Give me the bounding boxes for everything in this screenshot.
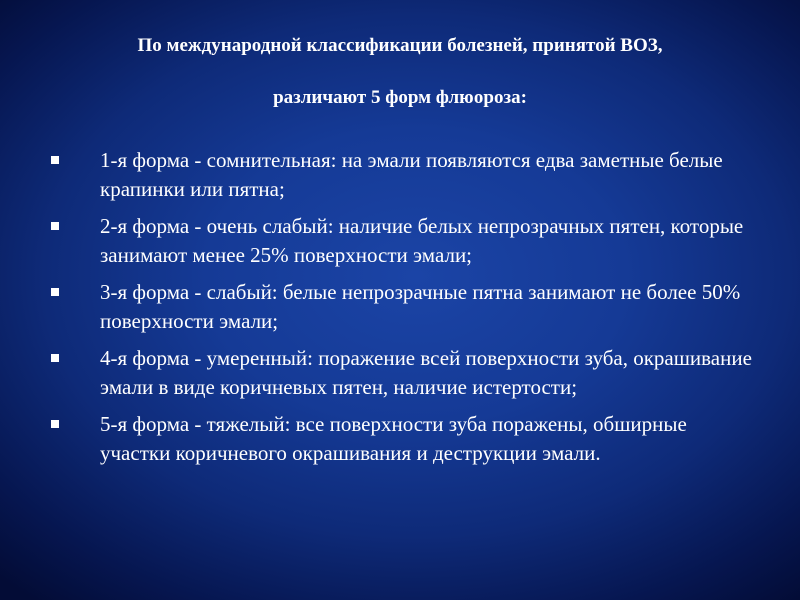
slide-title-line-2: различают 5 форм флюороза: [273,87,527,108]
list-item-text: 1-я форма - сомнительная: на эмали появляются едва заметные белые крапинки или пятна; [100,148,723,201]
square-bullet-icon [51,288,59,296]
fluorosis-forms-list [0,146,800,476]
list-item-form-5 [0,410,800,468]
list-item-form-3 [0,278,800,336]
list-item-text: 3-я форма - слабый: белые непрозрачные пятна занимают не более 50% поверхности эмали; [100,280,741,333]
square-bullet-icon [51,420,59,428]
list-item-form-4 [0,344,800,402]
list-item-text: 4-я форма - умеренный: поражение всей поверхности зуба, окрашивание эмали в виде коричневых пятен, наличие истертости; [100,346,752,399]
square-bullet-icon [51,222,59,230]
square-bullet-icon [51,354,59,362]
list-item-text: 5-я форма - тяжелый: все поверхности зуба поражены, обширные участки коричневого окрашивания и деструкции эмали. [100,412,687,465]
square-bullet-icon [51,156,59,164]
list-item-form-1 [0,146,800,204]
slide-title-line-1: По международной классификации болезней, принятой ВОЗ, [137,35,663,56]
list-item-form-2 [0,212,800,270]
list-item-text: 2-я форма - очень слабый: наличие белых непрозрачных пятен, которые занимают менее 25% поверхности эмали; [100,214,744,267]
